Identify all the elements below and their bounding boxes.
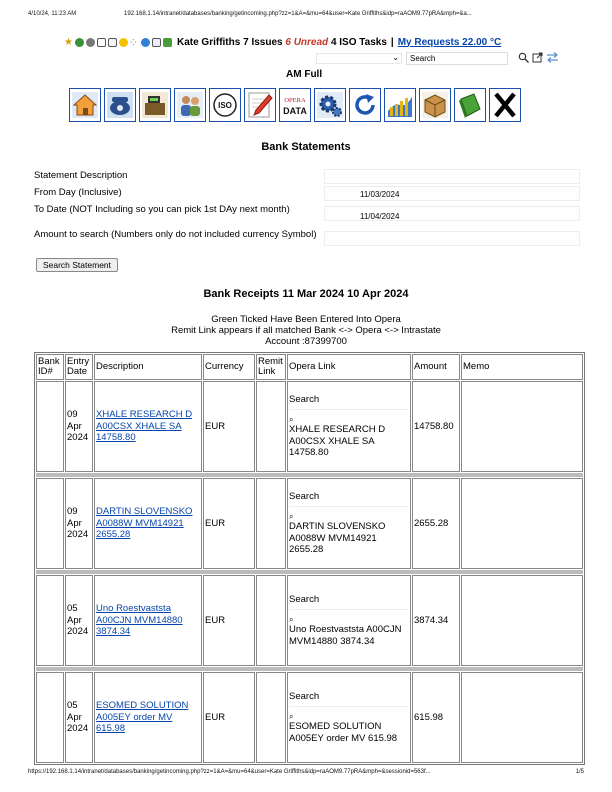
- opera-search-link[interactable]: Search: [289, 691, 409, 707]
- issues-label[interactable]: Issues: [251, 36, 283, 48]
- note-remit-link: Remit Link appears if all matched Bank <-> Opera <-> Intrastate: [171, 325, 441, 336]
- status-icons: [64, 38, 172, 47]
- iso-label[interactable]: ISO Tasks: [339, 36, 387, 48]
- window-icon[interactable]: [152, 38, 161, 47]
- close-button[interactable]: [489, 88, 521, 122]
- row-separator: [36, 667, 583, 671]
- amount-cell: 3874.34: [412, 575, 460, 666]
- memo-cell[interactable]: [461, 478, 583, 569]
- column-header: Memo: [461, 354, 583, 380]
- description-link[interactable]: ESOMED SOLUTION A005EY order MV 615.98: [96, 700, 189, 735]
- statement-description-row: [34, 168, 580, 185]
- stock-button[interactable]: [419, 88, 451, 122]
- page-title: Bank Statements: [261, 141, 351, 153]
- footer-url: https://192.168.1.14/intranet/databases/banking/getincoming.php?zz=1&A=&mu=64&user=Kate Griffiths&idp=raAOM9.77pRA&mph=&sessionid=563f...: [28, 769, 431, 775]
- page-number: 1/5: [575, 769, 584, 775]
- date-day: 09: [67, 409, 78, 421]
- column-header: Currency: [203, 354, 255, 380]
- column-header: Opera Link: [287, 354, 411, 380]
- chart-icon: [386, 91, 414, 119]
- book-icon: [456, 91, 484, 119]
- cash-register-icon: [141, 91, 169, 119]
- to-date-value: 11/04/2024: [360, 212, 400, 221]
- from-day-label: From Day (Inclusive): [34, 187, 122, 198]
- table-row: [36, 381, 583, 472]
- description-link[interactable]: DARTIN SLOVENSKO A0088W MVM14921 2655.28: [96, 506, 193, 541]
- date-month: Apr: [67, 614, 82, 626]
- search-row: [316, 52, 586, 66]
- divider: |: [390, 36, 394, 48]
- phone-button[interactable]: [104, 88, 136, 122]
- description-link[interactable]: Uno Roestvaststa A00CJN MVM14880 3874.34: [96, 603, 183, 638]
- statement-search-form: [34, 168, 580, 270]
- home-icon: [71, 91, 99, 119]
- shift-label: AM Full: [286, 69, 323, 80]
- to-date-row: [34, 202, 580, 227]
- column-header: Bank ID#: [36, 354, 64, 380]
- search-statement-button[interactable]: Search Statement: [36, 258, 118, 272]
- print-date: 4/10/24, 11:23 AM: [28, 11, 77, 17]
- receipts-notes: [0, 314, 612, 347]
- sparkle-icon[interactable]: ⁘: [129, 37, 137, 47]
- calendar-icon[interactable]: [97, 38, 106, 47]
- globe-icon[interactable]: [75, 38, 84, 47]
- receipts-table: [34, 352, 585, 765]
- print-url: 192.168.1.14/intranet/databases/banking/getincoming.php?zz=1&A=&mu=64&user=Kate Griffiths&idp=raAOM9.77pRA&mph=&a...: [124, 11, 472, 17]
- statement-description-field[interactable]: [324, 169, 580, 184]
- table-header-row: [36, 354, 583, 380]
- bank-id-cell: [36, 478, 64, 569]
- row-separator: [36, 570, 583, 574]
- user-name: Kate Griffiths: [176, 36, 241, 48]
- entry-date-cell: [65, 478, 93, 569]
- magnifier-icon[interactable]: ⌕: [289, 615, 294, 624]
- amount-label: Amount to search (Numbers only do not included currency Symbol): [34, 229, 317, 240]
- smiley-icon[interactable]: [119, 38, 128, 47]
- opera-match-text: Uno Roestvaststa A00CJN MVM14880 3874.34: [289, 624, 402, 647]
- receipts-title: Bank Receipts 11 Mar 2024 10 Apr 2024: [203, 288, 409, 300]
- entry-date-cell: [65, 575, 93, 666]
- column-header: Remit Link: [256, 354, 286, 380]
- opera-data-icon: [281, 91, 309, 119]
- users-button[interactable]: [174, 88, 206, 122]
- magnifier-icon[interactable]: ⌕: [289, 415, 294, 425]
- statement-description-label: Statement Description: [34, 170, 128, 181]
- description-cell: [94, 478, 202, 569]
- opera-link-cell: [287, 575, 411, 666]
- memo-cell[interactable]: [461, 575, 583, 666]
- date-month: Apr: [67, 517, 82, 529]
- row-separator: [36, 473, 583, 477]
- currency-cell: EUR: [203, 672, 255, 763]
- column-header: Description: [94, 354, 202, 380]
- star-icon[interactable]: ★: [64, 36, 73, 48]
- opera-search-link[interactable]: Search: [289, 594, 409, 610]
- settings-icon[interactable]: [86, 38, 95, 47]
- document-icon[interactable]: [108, 38, 117, 47]
- table-row: [36, 672, 583, 763]
- currency-cell: EUR: [203, 478, 255, 569]
- table-row: [36, 478, 583, 569]
- amount-cell: 2655.28: [412, 478, 460, 569]
- reports-button[interactable]: [384, 88, 416, 122]
- tree-icon[interactable]: [163, 38, 172, 47]
- to-date-label: To Date (NOT Including so you can pick 1st DAy next month): [34, 204, 290, 215]
- refresh-button[interactable]: [349, 88, 381, 122]
- external-link-icon[interactable]: [532, 52, 544, 64]
- close-icon: [491, 91, 519, 119]
- opera-data-button[interactable]: [279, 88, 311, 122]
- iso-text: ISO: [218, 101, 232, 110]
- opera-line1: OPERA: [284, 97, 306, 104]
- telephone-icon: [106, 91, 134, 119]
- edit-button[interactable]: [244, 88, 276, 122]
- receipts-table-wrap: [34, 352, 582, 765]
- remit-link-cell: [256, 478, 286, 569]
- status-bar: [64, 34, 584, 50]
- remit-link-cell: [256, 381, 286, 472]
- opera-link-cell: [287, 672, 411, 763]
- opera-match-text: ESOMED SOLUTION A005EY order MV 615.98: [289, 721, 398, 744]
- column-header: Amount: [412, 354, 460, 380]
- remit-link-cell: [256, 672, 286, 763]
- date-year: 2024: [67, 626, 89, 638]
- date-year: 2024: [67, 529, 89, 541]
- my-requests-link[interactable]: My Requests 22.00 °C: [397, 36, 502, 48]
- chat-icon[interactable]: [141, 38, 150, 47]
- from-day-value: 11/03/2024: [360, 190, 400, 199]
- amount-cell: 14758.80: [412, 381, 460, 472]
- users-icon: [176, 91, 204, 119]
- date-day: 05: [67, 700, 78, 712]
- separator-cell: [36, 667, 583, 671]
- entry-date-cell: [65, 672, 93, 763]
- opera-search-link[interactable]: Search: [289, 491, 409, 507]
- from-day-row: [34, 185, 580, 202]
- column-header: Entry Date: [65, 354, 93, 380]
- date-year: 2024: [67, 723, 89, 735]
- opera-search-link[interactable]: Search: [289, 394, 409, 410]
- date-year: 2024: [67, 432, 89, 444]
- settings-button[interactable]: [314, 88, 346, 122]
- opera-link-cell: [287, 478, 411, 569]
- currency-cell: EUR: [203, 381, 255, 472]
- opera-match-text: XHALE RESEARCH D A00CSX XHALE SA 14758.80: [289, 424, 386, 459]
- bank-id-cell: [36, 575, 64, 666]
- main-toolbar: [69, 88, 521, 122]
- amount-field[interactable]: [324, 231, 580, 246]
- memo-cell[interactable]: [461, 672, 583, 763]
- iso-icon: [211, 91, 239, 119]
- pencil-icon: [246, 91, 274, 119]
- opera-link-cell: [287, 381, 411, 472]
- date-month: Apr: [67, 420, 82, 432]
- unread-count: 6: [285, 36, 291, 48]
- print-footer: [28, 769, 584, 781]
- remit-link-cell: [256, 575, 286, 666]
- iso-count: 4: [330, 36, 337, 48]
- opera-match-text: DARTIN SLOVENSKO A0088W MVM14921 2655.28: [289, 521, 386, 556]
- bank-id-cell: [36, 381, 64, 472]
- date-month: Apr: [67, 711, 82, 723]
- exchange-icon[interactable]: [546, 52, 558, 64]
- table-row: [36, 575, 583, 666]
- search-icon[interactable]: [518, 52, 530, 64]
- description-cell: [94, 381, 202, 472]
- opera-line2: DATA: [283, 106, 307, 116]
- date-day: 05: [67, 603, 78, 615]
- description-cell: [94, 575, 202, 666]
- manual-button[interactable]: [454, 88, 486, 122]
- currency-cell: EUR: [203, 575, 255, 666]
- chevron-down-icon: ⌄: [392, 53, 399, 62]
- search-input[interactable]: Search: [406, 52, 508, 65]
- unread-label[interactable]: Unread: [293, 36, 329, 48]
- print-header: [28, 11, 584, 23]
- separator-cell: [36, 473, 583, 477]
- refresh-icon: [351, 91, 379, 119]
- till-button[interactable]: [139, 88, 171, 122]
- magnifier-icon[interactable]: ⌕: [289, 712, 294, 721]
- bank-id-cell: [36, 672, 64, 763]
- account-number: Account :87399700: [265, 336, 347, 347]
- gear-icon: [316, 91, 344, 119]
- description-link[interactable]: XHALE RESEARCH D A00CSX XHALE SA 14758.80: [96, 409, 193, 444]
- iso-button[interactable]: [209, 88, 241, 122]
- amount-row: [34, 227, 580, 252]
- search-category-select[interactable]: [316, 53, 402, 64]
- entry-date-cell: [65, 381, 93, 472]
- box-icon: [421, 91, 449, 119]
- separator-cell: [36, 570, 583, 574]
- memo-cell[interactable]: [461, 381, 583, 472]
- amount-cell: 615.98: [412, 672, 460, 763]
- date-day: 09: [67, 506, 78, 518]
- description-cell: [94, 672, 202, 763]
- magnifier-icon[interactable]: ⌕: [289, 512, 294, 522]
- issues-count: 7: [243, 36, 249, 48]
- note-green-ticked: Green Ticked Have Been Entered Into Opera: [211, 314, 401, 325]
- home-button[interactable]: [69, 88, 101, 122]
